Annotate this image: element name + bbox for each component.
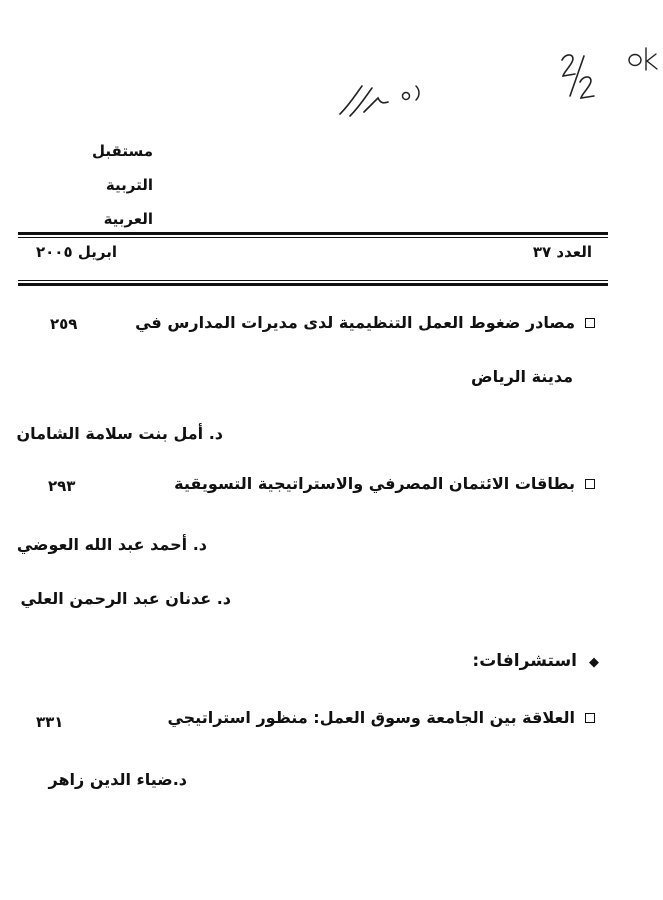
contents-entry-1-title-line-2: مدينة الرياض — [471, 367, 573, 386]
header-rule-bottom-thin — [18, 280, 608, 281]
square-bullet-icon — [585, 318, 595, 328]
diamond-bullet-icon: ◆ — [589, 655, 599, 670]
issue-number: العدد ٣٧ — [532, 243, 592, 261]
masthead-line-1: مستقبل — [92, 142, 153, 160]
contents-entry-1-page: ٢٥٩ — [50, 315, 78, 333]
issue-info-bar — [36, 243, 592, 267]
masthead-line-2: التربية — [105, 176, 153, 194]
contents-entry-3-page: ٣٣١ — [36, 713, 64, 731]
contents-entry-2-title: بطاقات الائتمان المصرفي والاستراتيجية التسويقية — [174, 474, 595, 493]
square-bullet-icon — [585, 713, 595, 723]
header-rule-top-thin — [18, 237, 608, 238]
masthead-line-3: العربية — [103, 210, 153, 228]
handwritten-archive-number — [336, 80, 426, 124]
handwritten-ok-mark — [626, 46, 660, 72]
header-rule-top-thick — [18, 232, 608, 235]
issue-date: ابريل ٢٠٠٥ — [36, 243, 117, 261]
contents-entry-2-page: ٢٩٣ — [48, 477, 76, 495]
contents-entry-3-author: د.ضياء الدين زاهر — [48, 770, 187, 789]
contents-entry-2-author-2: د. عدنان عبد الرحمن العلي — [20, 589, 231, 608]
section-heading-forecasts: ◆استشرافات: — [472, 651, 599, 671]
contents-entry-1-author: د. أمل بنت سلامة الشامان — [16, 424, 223, 443]
square-bullet-icon — [585, 479, 595, 489]
header-rule-bottom-thick — [18, 283, 608, 286]
contents-entry-2-author-1: د. أحمد عبد الله العوضي — [16, 535, 207, 554]
contents-entry-3-title: العلاقة بين الجامعة وسوق العمل: منظور استراتيجي — [167, 708, 595, 727]
handwritten-fraction-mark — [558, 50, 602, 102]
journal-masthead — [33, 134, 153, 236]
contents-entry-1-title-line-1: مصادر ضغوط العمل التنظيمية لدى مديرات المدارس في — [135, 313, 595, 332]
